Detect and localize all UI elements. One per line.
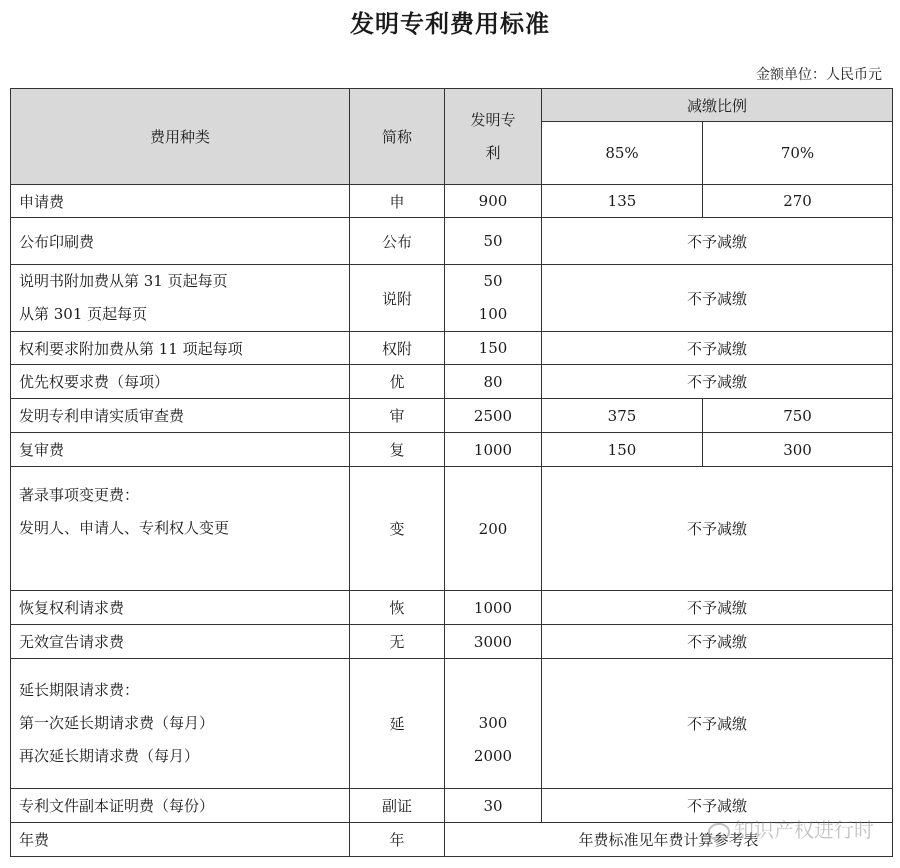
fee-name: 年费 <box>11 823 350 857</box>
fee-amount: 80 <box>445 365 542 399</box>
header-fee-type: 费用种类 <box>11 89 350 185</box>
fee-name <box>11 659 350 789</box>
header-70-percent: 70% <box>703 122 893 185</box>
fee-abbr: 年 <box>350 823 445 857</box>
table-row <box>11 218 893 265</box>
fee-amount: 1000 <box>445 591 542 625</box>
fee-name <box>11 265 350 332</box>
fee-amount <box>445 265 542 332</box>
no-reduction-note: 不予减缴 <box>542 659 893 789</box>
fee-amount-line: 300 <box>478 714 508 732</box>
fee-reduced-85: 135 <box>542 185 703 218</box>
no-reduction-note: 不予减缴 <box>542 467 893 591</box>
fee-amount: 900 <box>445 185 542 218</box>
fee-abbr: 公布 <box>350 218 445 265</box>
table-row <box>11 789 893 823</box>
page-title: 发明专利费用标准 <box>350 10 550 38</box>
no-reduction-note: 不予减缴 <box>542 625 893 659</box>
fee-abbr: 变 <box>350 467 445 591</box>
fee-name: 无效宣告请求费 <box>11 625 350 659</box>
header-abbr: 简称 <box>350 89 445 185</box>
fee-name-line: 延长期限请求费： <box>19 681 140 699</box>
table-row <box>11 467 893 591</box>
header-reduction-ratio: 减缴比例 <box>542 89 893 122</box>
fee-reduced-70: 750 <box>703 399 893 433</box>
fee-abbr: 优 <box>350 365 445 399</box>
fee-table <box>10 88 893 857</box>
fee-reduced-85: 150 <box>542 433 703 467</box>
table-row <box>11 365 893 399</box>
fee-name: 发明专利申请实质审查费 <box>11 399 350 433</box>
fee-name-line: 从第 301 页起每页 <box>19 305 148 323</box>
no-reduction-note: 不予减缴 <box>542 591 893 625</box>
fee-amount: 2500 <box>445 399 542 433</box>
fee-name <box>11 467 350 591</box>
annual-fee-note: 年费标准见年费计算参考表 <box>445 823 893 857</box>
fee-name-line: 第一次延长期请求费（每月） <box>19 714 215 732</box>
fee-abbr: 恢 <box>350 591 445 625</box>
table-row <box>11 591 893 625</box>
watermark-text: 知识产权进行时 <box>734 818 874 842</box>
table-row <box>11 185 893 218</box>
header-invention-line2: 利 <box>485 143 501 162</box>
fee-name: 权利要求附加费从第 11 项起每项 <box>11 332 350 365</box>
fee-amount-line: 100 <box>478 305 508 323</box>
fee-name-line: 发明人、申请人、专利权人变更 <box>19 519 230 537</box>
fee-abbr: 无 <box>350 625 445 659</box>
fee-abbr: 说附 <box>350 265 445 332</box>
no-reduction-note: 不予减缴 <box>542 789 893 823</box>
fee-abbr: 审 <box>350 399 445 433</box>
fee-amount: 50 <box>445 218 542 265</box>
fee-name: 恢复权利请求费 <box>11 591 350 625</box>
fee-amount-line: 50 <box>483 272 503 290</box>
fee-name: 复审费 <box>11 433 350 467</box>
no-reduction-note: 不予减缴 <box>542 365 893 399</box>
currency-unit-note: 金额单位：人民币元 <box>756 67 882 83</box>
no-reduction-note: 不予减缴 <box>542 332 893 365</box>
fee-abbr: 权附 <box>350 332 445 365</box>
header-invention-patent <box>445 89 542 185</box>
fee-name-line: 说明书附加费从第 31 页起每页 <box>19 272 228 290</box>
fee-reduced-70: 270 <box>703 185 893 218</box>
fee-amount: 3000 <box>445 625 542 659</box>
fee-reduced-85: 375 <box>542 399 703 433</box>
no-reduction-note: 不予减缴 <box>542 265 893 332</box>
table-row <box>11 659 893 789</box>
fee-name: 专利文件副本证明费（每份） <box>11 789 350 823</box>
fee-abbr: 延 <box>350 659 445 789</box>
table-row <box>11 399 893 433</box>
table-row <box>11 823 893 857</box>
header-invention-line1: 发明专 <box>470 110 516 129</box>
table-row <box>11 265 893 332</box>
fee-amount: 150 <box>445 332 542 365</box>
fee-amount <box>445 659 542 789</box>
table-row <box>11 332 893 365</box>
fee-name: 公布印刷费 <box>11 218 350 265</box>
fee-amount-line: 2000 <box>473 747 513 765</box>
table-row <box>11 625 893 659</box>
fee-name: 申请费 <box>11 185 350 218</box>
fee-name-line: 再次延长期请求费（每月） <box>19 747 200 765</box>
fee-abbr: 复 <box>350 433 445 467</box>
fee-amount: 1000 <box>445 433 542 467</box>
no-reduction-note: 不予减缴 <box>542 218 893 265</box>
header-85-percent: 85% <box>542 122 703 185</box>
fee-reduced-70: 300 <box>703 433 893 467</box>
fee-amount: 200 <box>445 467 542 591</box>
fee-abbr: 申 <box>350 185 445 218</box>
fee-name-line: 著录事项变更费： <box>19 486 140 504</box>
fee-name: 优先权要求费（每项） <box>11 365 350 399</box>
fee-amount: 30 <box>445 789 542 823</box>
fee-abbr: 副证 <box>350 789 445 823</box>
table-row <box>11 433 893 467</box>
